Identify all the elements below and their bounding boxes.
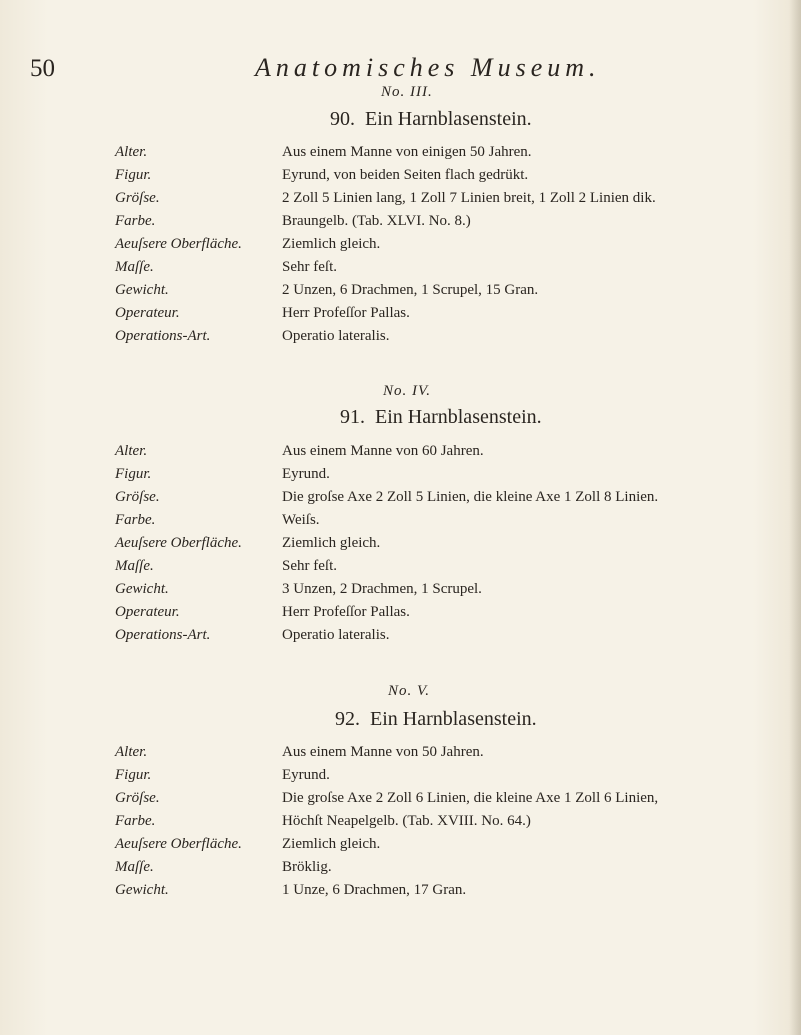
table-row [0, 489, 801, 511]
entry-title: Ein Harnblasenstein. [365, 108, 532, 130]
table-row [0, 790, 801, 812]
field-label: Gewicht. [115, 282, 169, 298]
entry-number: 90. [330, 108, 355, 130]
field-value: Eyrund. [282, 767, 330, 783]
field-value: 2 Unzen, 6 Drachmen, 1 Scrupel, 15 Gran. [282, 282, 539, 298]
field-label: Gröſse. [115, 489, 160, 505]
field-value: Aus einem Manne von 50 Jahren. [282, 744, 484, 760]
field-value: Aus einem Manne von 60 Jahren. [282, 443, 484, 459]
field-label: Farbe. [115, 813, 156, 829]
table-row [0, 859, 801, 881]
field-value: Aus einem Manne von einigen 50 Jahren. [282, 144, 532, 160]
field-value: Herr Profeſſor Pallas. [282, 305, 410, 321]
table-row [0, 581, 801, 603]
field-value: 2 Zoll 5 Linien lang, 1 Zoll 7 Linien breit, 1 Zoll 2 Linien dik. [282, 190, 656, 206]
field-value: 3 Unzen, 2 Drachmen, 1 Scrupel. [282, 581, 482, 597]
field-value: Weiſs. [282, 512, 320, 528]
table-row [0, 259, 801, 281]
table-row [0, 466, 801, 488]
field-label: Gewicht. [115, 581, 169, 597]
table-row [0, 627, 801, 649]
field-value: Operatio lateralis. [282, 328, 390, 344]
table-row [0, 328, 801, 350]
page-number: 50 [30, 55, 55, 82]
table-row [0, 813, 801, 835]
field-label: Farbe. [115, 512, 156, 528]
field-label: Aeuſsere Oberfläche. [115, 836, 242, 852]
table-row [0, 512, 801, 534]
field-value: Eyrund, von beiden Seiten flach gedrükt. [282, 167, 529, 183]
table-row [0, 443, 801, 465]
table-row [0, 744, 801, 766]
field-value: Ziemlich gleich. [282, 535, 381, 551]
table-row [0, 144, 801, 166]
running-head: Anatomisches Museum. [255, 53, 601, 82]
table-row [0, 213, 801, 235]
field-label: Alter. [115, 744, 148, 760]
section-number-label: No. III. [381, 84, 433, 100]
field-value: Sehr feſt. [282, 558, 337, 574]
field-value: Operatio lateralis. [282, 627, 390, 643]
field-label: Maſſe. [115, 259, 154, 275]
section-number-label: No. IV. [383, 383, 431, 399]
field-value: Eyrund. [282, 466, 330, 482]
field-label: Operations-Art. [115, 328, 211, 344]
field-label: Aeuſsere Oberfläche. [115, 236, 242, 252]
table-row [0, 558, 801, 580]
section-number-label: No. V. [388, 683, 430, 699]
field-label: Gröſse. [115, 190, 160, 206]
field-value: Die groſse Axe 2 Zoll 5 Linien, die kleine Axe 1 Zoll 8 Linien. [282, 489, 659, 505]
table-row [0, 882, 801, 904]
section-title [330, 108, 532, 131]
field-value: Bröklig. [282, 859, 332, 875]
field-value: 1 Unze, 6 Drachmen, 17 Gran. [282, 882, 467, 898]
field-label: Gewicht. [115, 882, 169, 898]
field-label: Alter. [115, 144, 148, 160]
table-row [0, 167, 801, 189]
section-title [335, 708, 537, 731]
field-label: Operateur. [115, 305, 180, 321]
field-label: Figur. [115, 767, 152, 783]
field-label: Operateur. [115, 604, 180, 620]
section-title [340, 406, 542, 429]
field-label: Farbe. [115, 213, 156, 229]
entry-title: Ein Harnblasenstein. [370, 708, 537, 730]
table-row [0, 535, 801, 557]
table-row [0, 305, 801, 327]
field-value: Die groſse Axe 2 Zoll 6 Linien, die kleine Axe 1 Zoll 6 Linien, [282, 790, 659, 806]
table-row [0, 236, 801, 258]
entry-number: 92. [335, 708, 360, 730]
field-value: Sehr feſt. [282, 259, 337, 275]
entry-number: 91. [340, 406, 365, 428]
field-value: Ziemlich gleich. [282, 836, 381, 852]
field-value: Herr Profeſſor Pallas. [282, 604, 410, 620]
field-label: Maſſe. [115, 859, 154, 875]
field-label: Figur. [115, 466, 152, 482]
field-value: Braungelb. (Tab. XLVI. No. 8.) [282, 213, 471, 229]
table-row [0, 767, 801, 789]
field-label: Maſſe. [115, 558, 154, 574]
field-label: Alter. [115, 443, 148, 459]
field-value: Ziemlich gleich. [282, 236, 381, 252]
field-label: Figur. [115, 167, 152, 183]
field-value: Höchſt Neapelgelb. (Tab. XVIII. No. 64.) [282, 813, 531, 829]
table-row [0, 190, 801, 212]
table-row [0, 604, 801, 626]
field-label: Operations-Art. [115, 627, 211, 643]
field-label: Aeuſsere Oberfläche. [115, 535, 242, 551]
entry-title: Ein Harnblasenstein. [375, 406, 542, 428]
table-row [0, 836, 801, 858]
table-row [0, 282, 801, 304]
field-label: Gröſse. [115, 790, 160, 806]
